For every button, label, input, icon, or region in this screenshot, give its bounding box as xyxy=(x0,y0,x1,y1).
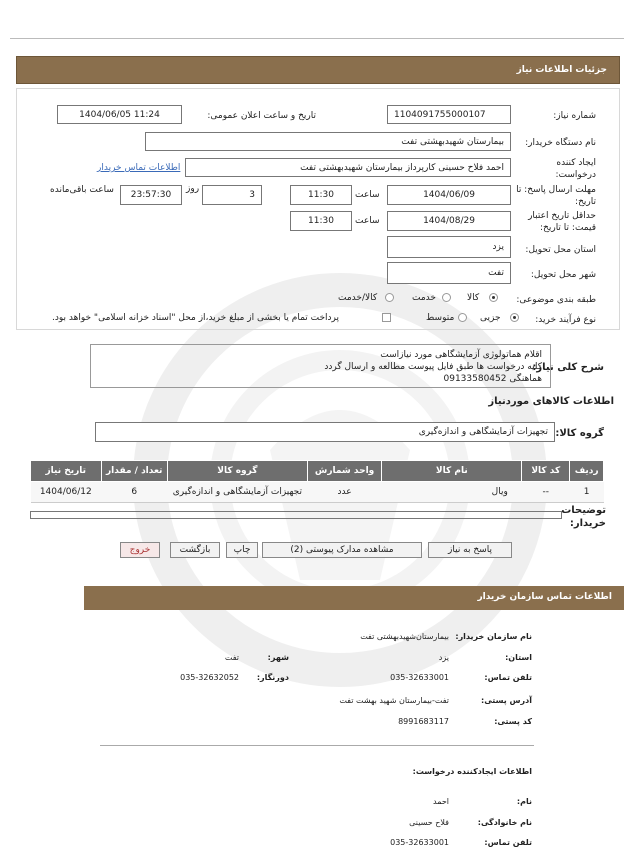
creator-name-value: احمد xyxy=(433,797,449,806)
category-label: طبقه بندی موضوعی: xyxy=(516,295,596,305)
city-field: تفت xyxy=(387,262,511,284)
col-group: گروه کالا xyxy=(167,461,307,482)
buyer-org-field: بیمارستان شهیدبهشتی تفت xyxy=(145,132,511,151)
creator-label-1: ایجاد کننده xyxy=(556,158,596,168)
contact-address-value: تفت-بیمارستان شهید بهشت تفت xyxy=(339,696,449,705)
contact-phone-label: تلفن تماس: xyxy=(484,673,532,682)
process-radio-minor[interactable] xyxy=(510,313,519,322)
creator-family-value: فلاح حسینی xyxy=(409,818,449,827)
contact-section-header xyxy=(84,586,624,610)
buyer-contact-link[interactable]: اطلاعات تماس خریدار xyxy=(97,163,181,173)
contact-org-value: بیمارستان‌شهیدبهشتی تفت xyxy=(360,632,449,641)
process-medium-label: متوسط xyxy=(426,313,455,323)
contact-postal-label: کد پستی: xyxy=(494,717,532,726)
creator-label-2: درخواست: xyxy=(555,170,596,180)
deadline-label-1: مهلت ارسال پاسخ: تا xyxy=(516,185,596,195)
contact-fax-label: دورنگار: xyxy=(256,673,289,682)
announce-label: تاریخ و ساعت اعلان عمومی: xyxy=(207,111,316,121)
back-button[interactable]: بازگشت xyxy=(170,542,220,558)
creator-phone-label: تلفن تماس: xyxy=(484,838,532,847)
goods-section-title: اطلاعات کالاهای موردنیاز xyxy=(488,396,614,407)
contact-city-label: شهر: xyxy=(267,653,289,662)
city-label: شهر محل تحویل: xyxy=(530,270,596,280)
cell-code: -- xyxy=(522,482,570,503)
buyer-notes-field xyxy=(30,511,562,519)
buyer-notes-label-2: خریدار: xyxy=(569,518,606,529)
contact-phone-value: 035-32633001 xyxy=(390,673,449,682)
process-label: نوع فرآیند خرید: xyxy=(535,315,596,325)
announce-field: 1404/06/05 11:24 xyxy=(57,105,182,124)
contact-province-value: یزد xyxy=(438,653,449,662)
col-qty: تعداد / مقدار xyxy=(101,461,167,482)
creator-name-label: نام: xyxy=(516,797,532,806)
deadline-time-label: ساعت xyxy=(355,190,380,200)
need-info-panel xyxy=(16,88,620,330)
treasury-checkbox[interactable] xyxy=(382,313,391,322)
buyer-notes-label-1: توضیحات xyxy=(561,505,606,516)
process-radio-medium[interactable] xyxy=(458,313,467,322)
process-minor-label: جزیی xyxy=(480,313,501,323)
contact-address-label: آدرس پستی: xyxy=(481,696,532,705)
category-goods-label: کالا xyxy=(467,293,480,303)
buyer-org-label: نام دستگاه خریدار: xyxy=(525,138,596,148)
days-label: روز xyxy=(186,184,200,194)
validity-time-field: 11:30 xyxy=(290,211,352,231)
description-line-2: کلیه درخواست ها طبق فایل پیوست مطالعه و ارسال گردد xyxy=(324,362,542,372)
deadline-label-2: تاریخ: xyxy=(575,197,596,207)
page-title: جزئیات اطلاعات نیاز xyxy=(516,65,607,75)
creator-info-title: اطلاعات ایجادکننده درخواست: xyxy=(412,767,532,776)
need-number-label: شماره نیاز: xyxy=(553,111,596,121)
print-button[interactable]: چاپ xyxy=(226,542,258,558)
validity-label-1: حداقل تاریخ اعتبار xyxy=(528,211,596,221)
col-row: ردیف xyxy=(570,461,604,482)
time-remaining-label: ساعت باقی‌مانده xyxy=(50,185,114,195)
deadline-date-field: 1404/06/09 xyxy=(387,185,511,205)
table-row xyxy=(31,482,604,503)
time-remaining-field: 23:57:30 xyxy=(120,185,182,205)
deadline-time-field: 11:30 xyxy=(290,185,352,205)
days-remaining-field: 3 xyxy=(202,185,262,205)
goods-group-label: گروه کالا: xyxy=(555,428,604,439)
creator-phone-value: 035-32633001 xyxy=(390,838,449,847)
contact-postal-value: 8991683117 xyxy=(398,717,449,726)
cell-group: تجهیزات آزمایشگاهی و اندازه‌گیری xyxy=(167,482,307,503)
page-header xyxy=(16,56,620,84)
cell-row: 1 xyxy=(570,482,604,503)
cell-date: 1404/06/12 xyxy=(31,482,102,503)
treasury-note: پرداخت تمام یا بخشی از مبلغ خرید،از محل "اسناد خزانه اسلامی" خواهد بود. xyxy=(52,313,340,323)
contact-province-label: استان: xyxy=(505,653,532,662)
contact-divider xyxy=(100,745,534,746)
category-service-label: خدمت xyxy=(412,293,436,303)
exit-button[interactable]: خروج xyxy=(120,542,160,558)
goods-table-header xyxy=(31,461,604,482)
col-name: نام کالا xyxy=(382,461,522,482)
category-both-label: کالا/خدمت xyxy=(338,293,378,303)
contact-city-value: تفت xyxy=(224,653,239,662)
cell-unit: عدد xyxy=(307,482,382,503)
validity-date-field: 1404/08/29 xyxy=(387,211,511,231)
province-field: یزد xyxy=(387,236,511,258)
creator-family-label: نام خانوادگی: xyxy=(477,818,532,827)
validity-label-2: قیمت: تا تاریخ: xyxy=(540,223,596,233)
category-radio-service[interactable] xyxy=(442,293,451,302)
validity-time-label: ساعت xyxy=(355,216,380,226)
description-box xyxy=(90,344,551,388)
view-attachments-button[interactable]: مشاهده مدارک پیوستی (2) xyxy=(262,542,422,558)
cell-name: ویال xyxy=(382,482,522,503)
col-unit: واحد شمارش xyxy=(307,461,382,482)
col-date: تاریخ نیاز xyxy=(31,461,102,482)
contact-org-label: نام سازمان خریدار: xyxy=(455,632,532,641)
description-line-1: اقلام هماتولوژی آزمایشگاهی مورد نیازاست xyxy=(380,350,542,360)
goods-table xyxy=(30,460,604,503)
cell-qty: 6 xyxy=(101,482,167,503)
description-label: شرح کلی نیاز: xyxy=(532,362,604,373)
contact-section-title: اطلاعات تماس سازمان خریدار xyxy=(477,592,612,602)
category-radio-both[interactable] xyxy=(385,293,394,302)
reply-button[interactable]: پاسخ به نیاز xyxy=(428,542,512,558)
top-divider xyxy=(10,38,624,39)
need-number-field: 1104091755000107 xyxy=(387,105,511,124)
col-code: کد کالا xyxy=(522,461,570,482)
province-label: استان محل تحویل: xyxy=(525,245,596,255)
creator-field: احمد فلاح حسینی کارپرداز بیمارستان شهیدبهشتی تفت xyxy=(185,158,511,177)
contact-fax-value: 035-32632052 xyxy=(180,673,239,682)
category-radio-goods[interactable] xyxy=(489,293,498,302)
goods-group-field: تجهیزات آزمایشگاهی و اندازه‌گیری xyxy=(95,422,555,442)
description-line-3: هماهنگی 09133580452 xyxy=(443,374,542,384)
